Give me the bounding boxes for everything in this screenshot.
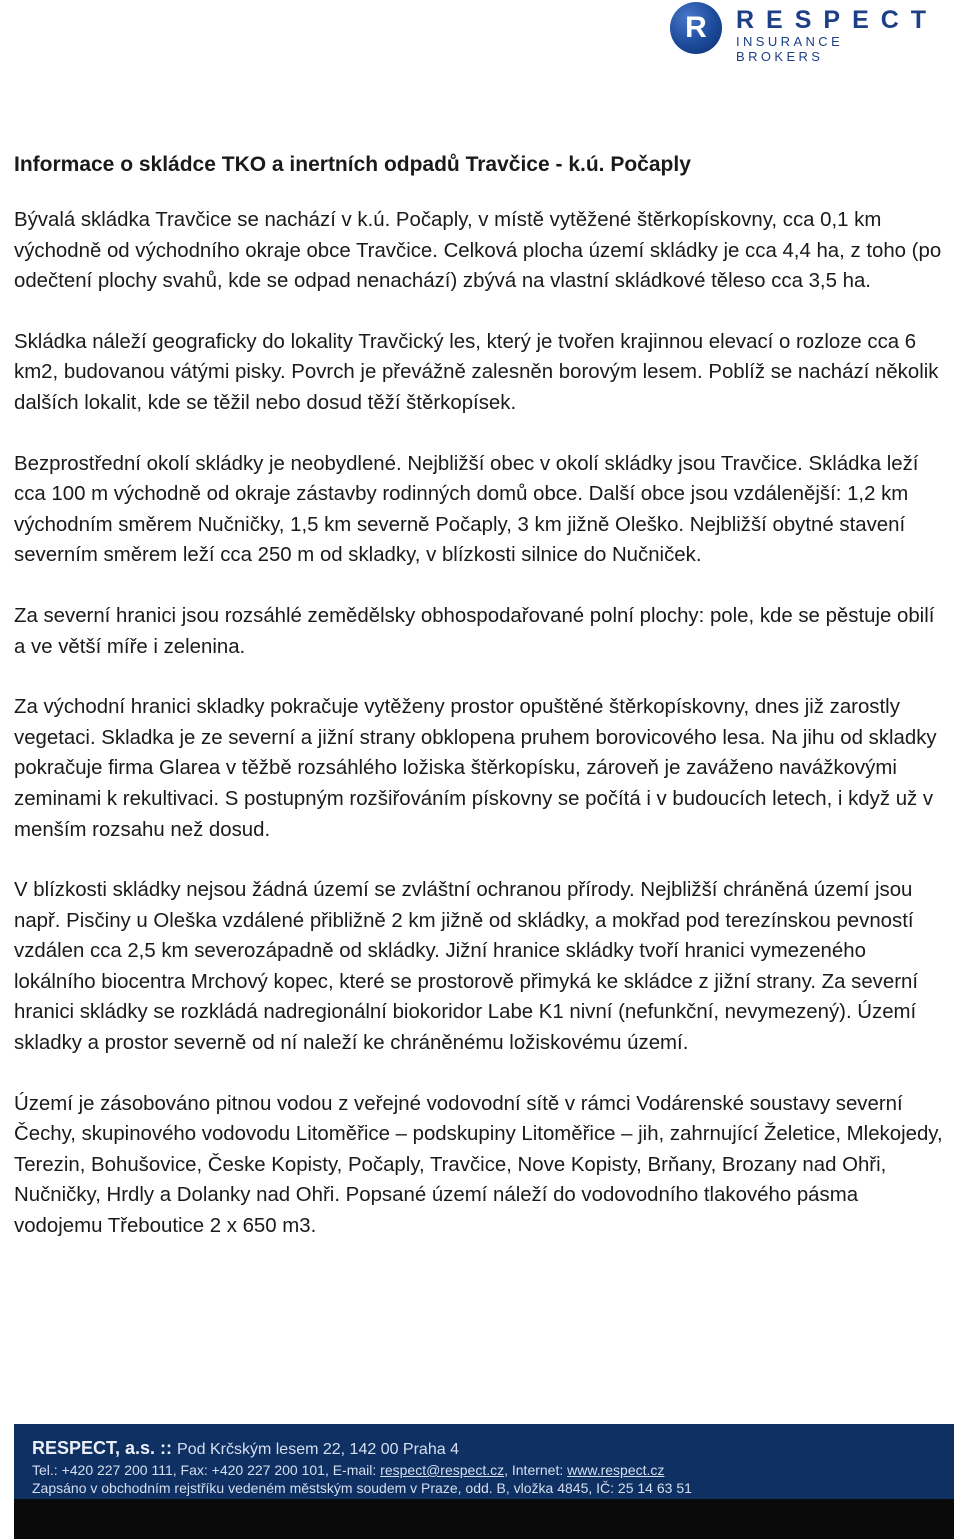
logo-tagline: INSURANCE BROKERS — [736, 34, 844, 64]
page-footer — [14, 1424, 954, 1539]
footer-address-line — [32, 1438, 459, 1459]
footer-bottom-bar — [14, 1499, 954, 1539]
footer-address: Pod Krčským lesem 22, 142 00 Praha 4 — [177, 1441, 459, 1458]
logo-name: RESPECT — [736, 6, 939, 34]
footer-separator: :: — [155, 1438, 178, 1458]
paragraph-geography: Skládka náleží geograficky do lokality Travčický les, který je tvořen krajinnou elevací o rozloze cca 6 km2, budovanou vátými pisky. Povrch je převážně zalesněn borovým lesem. Poblíž se nachází několik dalších lokalit, kde se těžil nebo dosud těží štěrkopísek. — [14, 330, 939, 414]
footer-contact-prefix: Tel.: +420 227 200 111, Fax: +420 227 200 101, E-mail: — [32, 1462, 381, 1478]
paragraph-location: Bývalá skládka Travčice se nachází v k.ú. Počaply, v místě vytěžené štěrkopískovny, cca 0,1 km východně od východního okraje obce Travčice. Celková plocha území skládky je cca 4,4 ha, z toho (po odečtení plochy svahů, kde se odpad nenachází) zbývá na vlastní skládkové těleso cca 3,5 ha. — [14, 209, 942, 293]
paragraph-nature-protection: V blízkosti skládky nejsou žádná území se zvláštní ochranou přírody. Nejbližší chráněná území jsou např. Pisčiny u Oleška vzdálené přibližně 2 km jižně od skládky, a mokřad pod terezínskou pevností vzdálen cca 2,5 km severozápadně od skládky. Jižní hranice skládky tvoří hranici vymezeného lokálního biocentra Mrchový kopec, které se prostorově přimyká ke skládce z jižní strany. Za severní hranici skládky se rozkládá nadregionální biokoridor Labe K1 nivní (nefunkční, nevymezený). Území skladky a prostor severně od ní naleží ke chráněnému ložiskovému území. — [14, 879, 918, 1055]
paragraph-north-border: Za severní hranici jsou rozsáhlé zemědělsky obhospodařované polní plochy: pole, kde se pěstuje obilí a ve větší míře i zelenina. — [14, 604, 935, 658]
logo-mark-letter: R — [685, 11, 707, 44]
footer-registry: Zapsáno v obchodním rejstříku vedeném městským soudem v Praze, odd. B, vložka 4845, IČ: 25 14 63 51 — [32, 1480, 692, 1496]
company-logo — [670, 0, 939, 64]
footer-website-link[interactable]: www.respect.cz — [567, 1462, 665, 1478]
document-title: Informace o skládce TKO a inertních odpadů Travčice - k.ú. Počaply — [14, 153, 691, 176]
paragraph-water-supply: Území je zásobováno pitnou vodou z veřejné vodovodní sítě v rámci Vodárenské soustavy severní Čechy, skupinového vodovodu Litoměřice – podskupiny Litoměřice – jih, zahrnující Želetice, Mlekojedy, Terezin, Bohušovice, Česke Kopisty, Počaply, Travčice, Nove Kopisty, Brňany, Brozany nad Ohři, Nučničky, Hrdly a Dolanky nad Ohři. Popsané území náleží do vodovodního tlakového pásma vodojemu Třeboutice 2 x 650 m3. — [14, 1092, 943, 1238]
paragraph-surroundings: Bezprostřední okolí skládky je neobydlené. Nejbližší obec v okolí skládky jsou Travčice. Skládka leží cca 100 m východně od okraje zástavby rodinných domů obce. Další obce jsou vzdálenější: 1,2 km východním směrem Nučničky, 1,5 km severně Počaply, 3 km jižně Oleško. Nejbližší obytné stavení severním směrem leží cca 250 m od skladky, v blízkosti silnice do Nučniček. — [14, 452, 919, 567]
paragraph-east-border: Za východní hranici skladky pokračuje vytěženy prostor opuštěné štěrkopískovny, dnes již zarostly vegetaci. Skladka je ze severní a jižní strany obklopena pruhem borovicového lesa. Na jihu od skladky pokračuje firma Glarea v těžbě rozsáhlého ložiska štěrkopísku, zároveň je zaváženo navážkovými zeminami k rekultivaci. S postupným rozšiřováním pískovny se počítá i v budoucích letech, i když už v menším rozsahu než dosud. — [14, 696, 937, 841]
footer-email-link[interactable]: respect@respect.cz — [380, 1462, 505, 1478]
footer-company: RESPECT, a.s. — [32, 1438, 156, 1458]
footer-internet-prefix: , Internet: — [504, 1462, 568, 1478]
document-body — [14, 150, 944, 1272]
logo-mark — [670, 2, 722, 54]
footer-contact-line — [32, 1462, 664, 1478]
